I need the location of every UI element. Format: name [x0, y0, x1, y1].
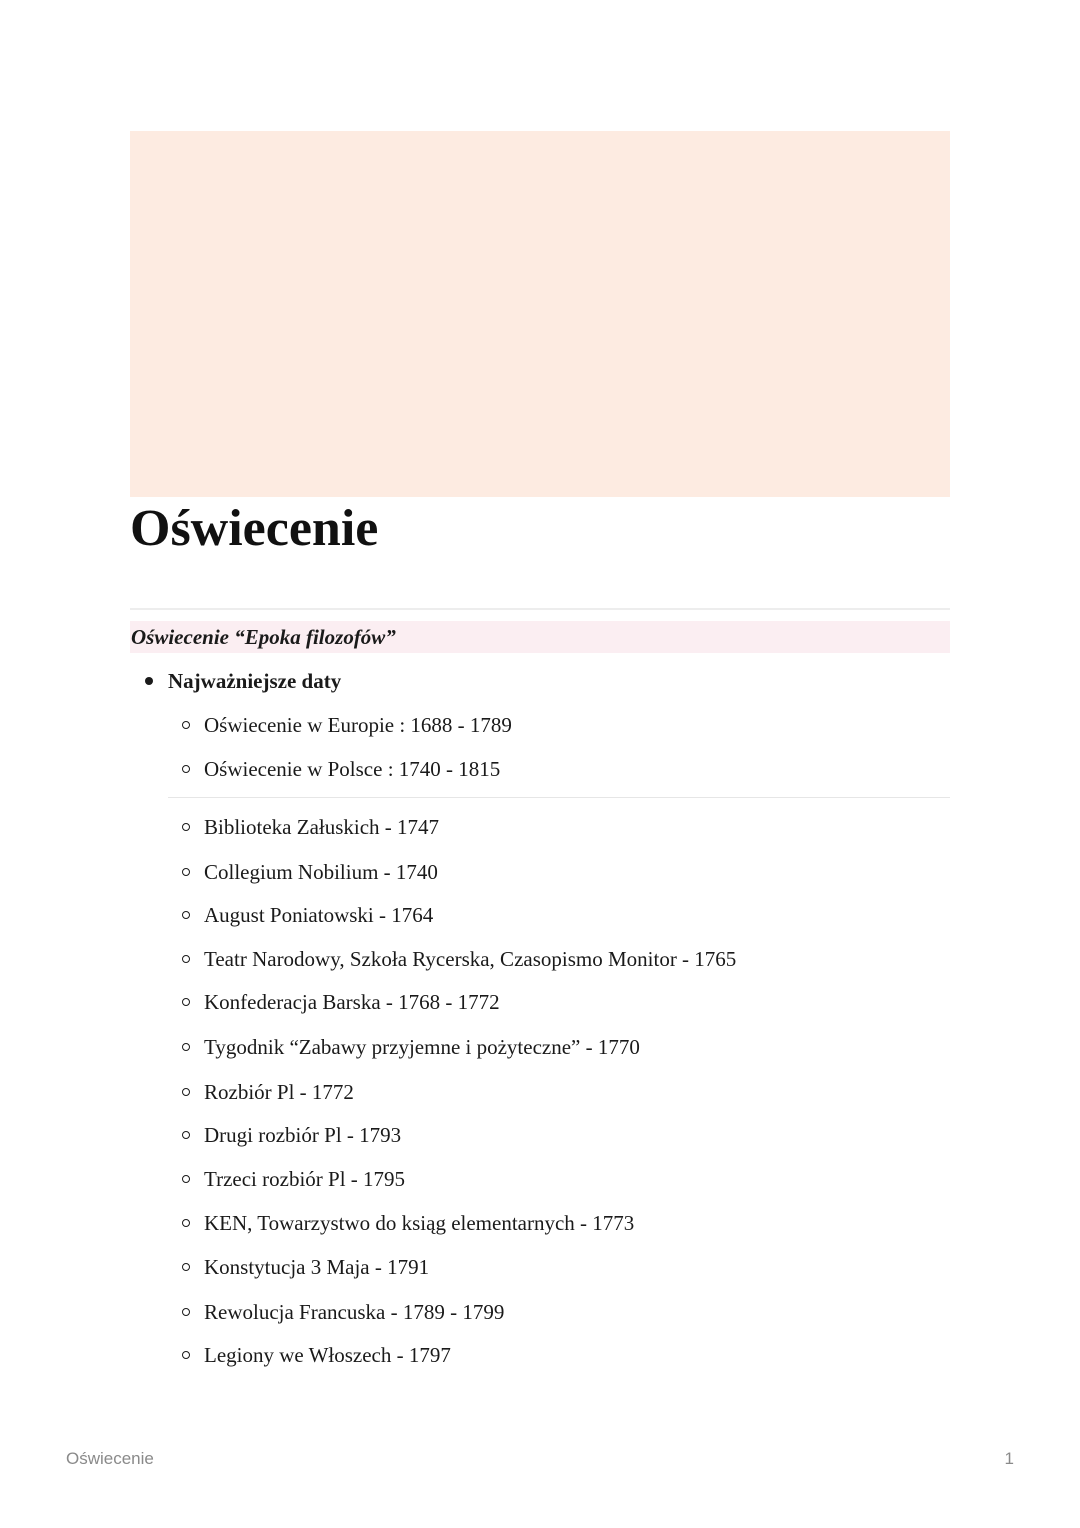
bullet-circle-icon — [182, 911, 190, 919]
bullet-circle-icon — [182, 998, 190, 1006]
bullet-heading: Najważniejsze daty — [168, 669, 342, 693]
list-item: August Poniatowski - 1764 — [182, 901, 433, 929]
list-item: Rewolucja Francuska - 1789 - 1799 — [182, 1298, 504, 1326]
callout-block — [130, 621, 950, 653]
list-item: Konstytucja 3 Maja - 1791 — [182, 1253, 429, 1281]
cover-image — [130, 131, 950, 497]
footer-page-number: 1 — [1004, 1449, 1014, 1468]
list-item: Collegium Nobilium - 1740 — [182, 858, 438, 886]
bullet-circle-icon — [182, 1088, 190, 1096]
bullet-circle-icon — [182, 1175, 190, 1183]
bullet-circle-icon — [182, 1351, 190, 1359]
bullet-disc-icon — [145, 677, 153, 685]
list-item: KEN, Towarzystwo do ksiąg elementarnych - 1773 — [182, 1209, 634, 1237]
bullet-circle-icon — [182, 765, 190, 773]
bullet-circle-icon — [182, 955, 190, 963]
list-item: Tygodnik “Zabawy przyjemne i pożyteczne” - 1770 — [182, 1033, 640, 1061]
list-item: Biblioteka Załuskich - 1747 — [182, 813, 439, 841]
list-item: Oświecenie w Polsce : 1740 - 1815 — [182, 755, 500, 783]
list-item: Trzeci rozbiór Pl - 1795 — [182, 1165, 405, 1193]
bullet-circle-icon — [182, 1043, 190, 1051]
list-item: Konfederacja Barska - 1768 - 1772 — [182, 988, 500, 1016]
list-item: Drugi rozbiór Pl - 1793 — [182, 1121, 401, 1149]
page-title: Oświecenie — [130, 500, 379, 557]
bullet-circle-icon — [182, 1219, 190, 1227]
bullet-circle-icon — [182, 1308, 190, 1316]
footer-doc-name: Oświecenie — [66, 1449, 154, 1468]
divider — [130, 608, 950, 610]
divider — [168, 797, 950, 798]
bullet-circle-icon — [182, 721, 190, 729]
list-item: Legiony we Włoszech - 1797 — [182, 1341, 451, 1369]
bullet-item-najwazniejsze-daty — [145, 667, 341, 695]
callout-text: Oświecenie “Epoka filozofów” — [131, 625, 396, 649]
bullet-circle-icon — [182, 1131, 190, 1139]
bullet-circle-icon — [182, 868, 190, 876]
list-item: Rozbiór Pl - 1772 — [182, 1078, 354, 1106]
bullet-circle-icon — [182, 823, 190, 831]
list-item: Teatr Narodowy, Szkoła Rycerska, Czasopismo Monitor - 1765 — [182, 945, 736, 973]
bullet-circle-icon — [182, 1263, 190, 1271]
list-item: Oświecenie w Europie : 1688 - 1789 — [182, 711, 512, 739]
